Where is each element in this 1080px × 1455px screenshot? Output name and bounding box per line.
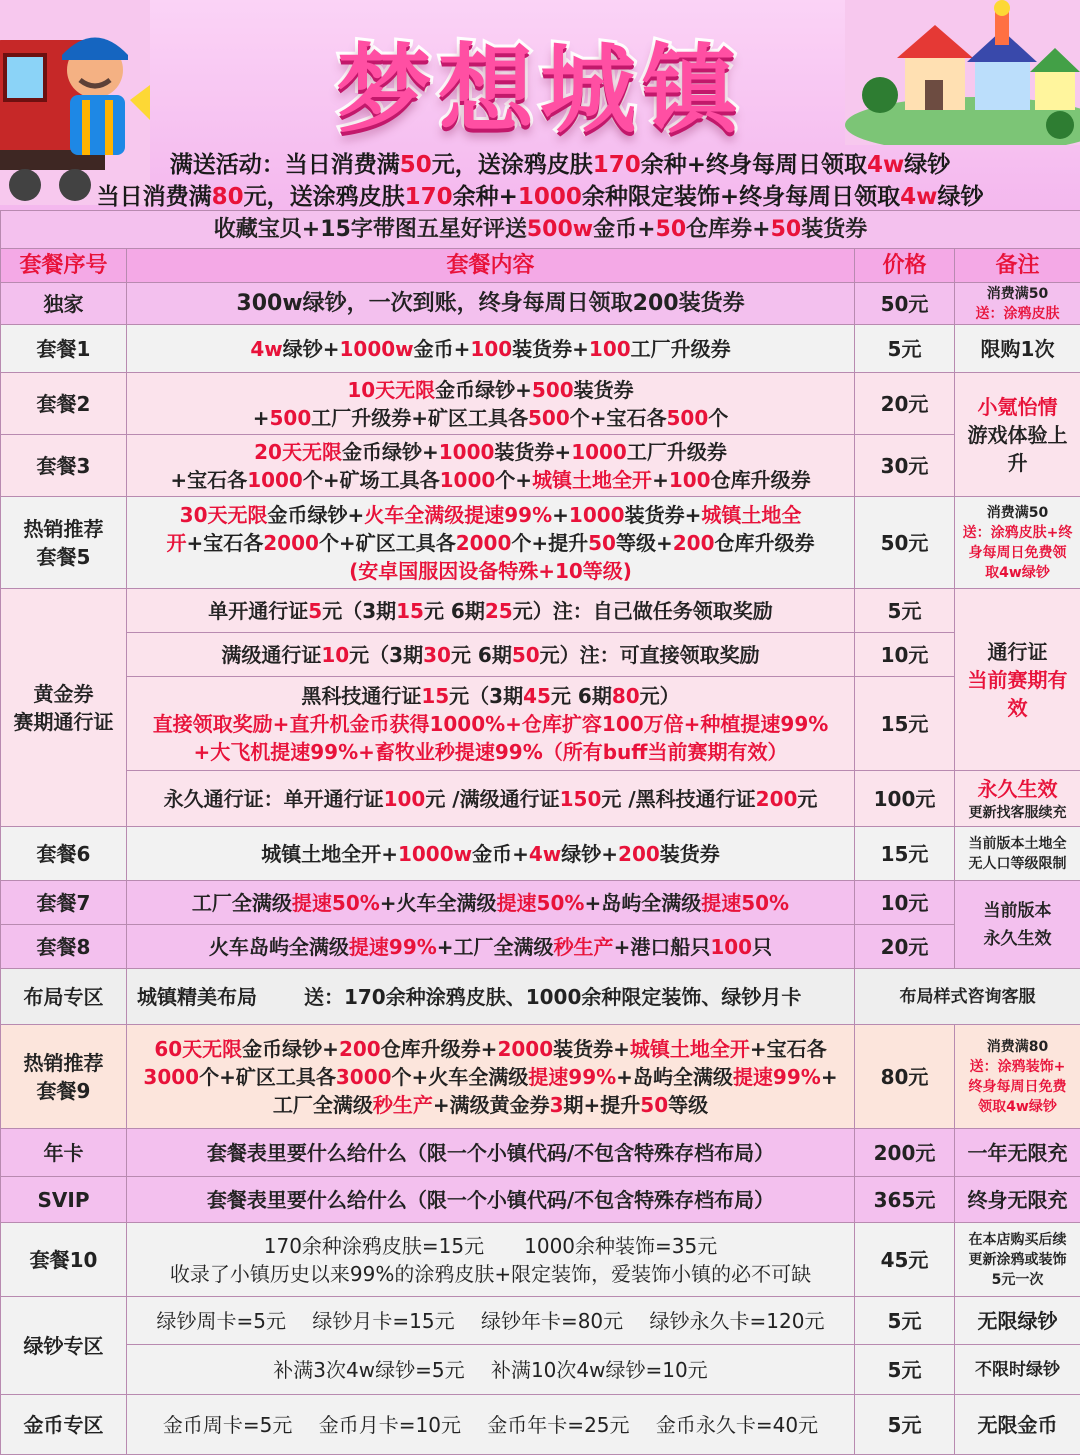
package-note: [955, 589, 1080, 771]
plain-text: +: [821, 1065, 838, 1089]
plain-text: 只: [752, 935, 772, 959]
highlight-text: 3000: [336, 1065, 392, 1089]
package-note: 无限金币: [955, 1395, 1080, 1455]
plain-text: 元: [797, 787, 817, 811]
highlight-text: 50: [400, 152, 432, 178]
package-id: 年卡: [1, 1129, 127, 1177]
note-line: 取4w绿钞: [959, 563, 1076, 583]
package-table: [0, 210, 1080, 1455]
content-line: [131, 1035, 850, 1063]
header: [0, 0, 1080, 210]
id-line: 热销推荐: [5, 1049, 122, 1077]
package-note: [955, 881, 1080, 969]
highlight-text: 3000: [143, 1065, 199, 1089]
note-line: 当前赛期有效: [959, 666, 1076, 722]
table-row: [1, 1395, 1080, 1455]
plain-text: 满送活动：当日消费满: [170, 152, 400, 178]
note-line: 在本店购买后续: [959, 1230, 1076, 1250]
highlight-text: 200: [673, 531, 715, 555]
plain-text: 余种限定装饰+终身每周日领取: [582, 184, 900, 210]
plain-text: 元）注：可直接领取奖励: [540, 643, 760, 667]
package-price: 5元: [855, 1345, 955, 1395]
promo-line-2: [0, 178, 1080, 210]
highlight-text: 500: [269, 406, 311, 430]
plain-text: 元）: [640, 684, 680, 708]
review-bonus-text: [1, 211, 1080, 249]
highlight-text: 1000: [571, 440, 627, 464]
highlight-text: 10: [321, 643, 349, 667]
package-content: [127, 881, 855, 925]
highlight-text: 4w: [529, 842, 561, 866]
id-line: 热销推荐: [5, 515, 122, 543]
plain-text: 金币绿钞+: [242, 1037, 339, 1061]
table-header: [1, 249, 1080, 283]
package-content: [127, 589, 855, 633]
note-line: 消费满80: [959, 1037, 1076, 1057]
package-note: 无限绿钞: [955, 1297, 1080, 1345]
package-content: 绿钞周卡=5元 绿钞月卡=15元 绿钞年卡=80元 绿钞永久卡=120元: [127, 1297, 855, 1345]
note-line: 永久生效: [959, 775, 1076, 803]
plain-text: +工厂全满级: [437, 935, 554, 959]
plain-text: 火车岛屿全满级: [209, 935, 349, 959]
package-id: 布局专区: [1, 969, 127, 1025]
column-id: 套餐序号: [1, 249, 127, 283]
plain-text: 元（3期: [449, 684, 523, 708]
package-id: 套餐10: [1, 1223, 127, 1297]
plain-text: 单开通行证: [208, 599, 308, 623]
note-line: 通行证: [959, 638, 1076, 666]
plain-text: +宝石各: [750, 1037, 827, 1061]
plain-text: 元 6期: [424, 599, 485, 623]
content-line: [131, 501, 850, 529]
plain-text: 个+: [495, 468, 532, 492]
plain-text: 个+矿场工具各: [303, 468, 440, 492]
highlight-text: 200: [756, 787, 798, 811]
review-bonus-row: [1, 211, 1080, 249]
note-line: 消费满50: [959, 503, 1076, 523]
package-note: 终身无限充: [955, 1177, 1080, 1223]
highlight-text: 城镇土地全开: [532, 468, 652, 492]
table-row: [1, 283, 1080, 325]
package-id: 套餐6: [1, 827, 127, 881]
table-row: [1, 677, 1080, 771]
table-row: [1, 827, 1080, 881]
content-line: 收录了小镇历史以来99%的涂鸦皮肤+限定装饰，爱装饰小镇的必不可缺: [131, 1260, 850, 1288]
highlight-text: 5: [308, 599, 322, 623]
package-content: [127, 1025, 855, 1129]
highlight-text: 1000: [439, 440, 495, 464]
content-line: [131, 466, 850, 494]
content-line: [131, 1091, 850, 1119]
plain-text: 金币+: [472, 842, 529, 866]
highlight-text: 4w: [867, 152, 904, 178]
id-line: 套餐9: [5, 1077, 122, 1105]
plain-text: 仓库升级券+: [381, 1037, 498, 1061]
highlight-text: 2000: [497, 1037, 553, 1061]
plain-text: +宝石各: [170, 468, 247, 492]
highlight-text: 3: [550, 1093, 564, 1117]
highlight-text: 1000: [247, 468, 303, 492]
package-price: 5元: [855, 1395, 955, 1455]
package-content: [127, 771, 855, 827]
package-content: 300w绿钞，一次到账，终身每周日领取200装货券: [127, 283, 855, 325]
package-content: [127, 373, 855, 435]
package-note: 一年无限充: [955, 1129, 1080, 1177]
highlight-text: 1000: [440, 468, 496, 492]
note-line: 当前版本: [959, 897, 1076, 925]
package-content: [127, 969, 855, 1025]
plain-text: 工厂升级券: [631, 337, 731, 361]
package-price: 10元: [855, 633, 955, 677]
column-note: 备注: [955, 249, 1080, 283]
plain-text: 仓库升级券: [715, 531, 815, 555]
note-line: 永久生效: [959, 925, 1076, 953]
highlight-text: 150: [560, 787, 602, 811]
package-note: [955, 771, 1080, 827]
plain-text: +港口船只: [614, 935, 711, 959]
plain-text: 个+矿区工具各: [199, 1065, 336, 1089]
package-price: 5元: [855, 325, 955, 373]
plain-text: 永久通行证：单开通行证: [164, 787, 384, 811]
highlight-text: 80: [612, 684, 640, 708]
plain-text: 金币绿钞+: [268, 503, 365, 527]
plain-text: +: [552, 503, 569, 527]
highlight-text: 开: [167, 531, 187, 555]
package-content: [127, 633, 855, 677]
highlight-text: 提速50%: [292, 891, 380, 915]
plain-text: 个+矿区工具各: [319, 531, 456, 555]
content-line: [131, 404, 850, 432]
package-content: 金币周卡=5元 金币月卡=10元 金币年卡=25元 金币永久卡=40元: [127, 1395, 855, 1455]
package-note: [955, 827, 1080, 881]
highlight-text: 提速99%: [528, 1065, 616, 1089]
highlight-text: 50: [656, 217, 687, 242]
package-price: 80元: [855, 1025, 955, 1129]
highlight-text: 提速50%: [497, 891, 585, 915]
table-row: [1, 497, 1080, 589]
plain-text: 工厂全满级: [273, 1093, 373, 1117]
table-row: [1, 325, 1080, 373]
plain-text: 黑科技通行证: [301, 684, 421, 708]
note-line: 小氪怡情: [959, 393, 1076, 421]
plain-text: 满级通行证: [221, 643, 321, 667]
package-id: 套餐8: [1, 925, 127, 969]
plain-text: 装货券+: [512, 337, 589, 361]
note-line: 送：涂鸦装饰+: [959, 1057, 1076, 1077]
note-line: 身每周日免费领: [959, 543, 1076, 563]
package-price: 100元: [855, 771, 955, 827]
highlight-text: 提速50%: [701, 891, 789, 915]
plain-text: 个+宝石各: [570, 406, 667, 430]
plain-text: 绿钞+: [561, 842, 618, 866]
table-row: [1, 1129, 1080, 1177]
highlight-text: 500w: [527, 217, 593, 242]
content-line: [131, 376, 850, 404]
package-price: 200元: [855, 1129, 955, 1177]
table-row: [1, 373, 1080, 435]
highlight-text: 1000: [518, 184, 582, 210]
note-line: 领取4w绿钞: [959, 1097, 1076, 1117]
note-line: 当前版本土地全: [959, 834, 1076, 854]
content-line: [131, 529, 850, 557]
highlight-text: 4w: [250, 337, 282, 361]
content-line: 直接领取奖励+直升机金币获得1000%+仓库扩容100万倍+种植提速99%: [131, 710, 850, 738]
highlight-text: 80: [212, 184, 244, 210]
highlight-text: 50: [771, 217, 802, 242]
table-row: [1, 589, 1080, 633]
highlight-text: 200: [618, 842, 660, 866]
highlight-text: 170: [405, 184, 453, 210]
highlight-text: 1000: [569, 503, 625, 527]
package-id: [1, 589, 127, 827]
package-note: [955, 1223, 1080, 1297]
highlight-text: 2000: [456, 531, 512, 555]
highlight-text: 100: [710, 935, 752, 959]
plain-text: 个+提升: [511, 531, 588, 555]
package-id: 套餐1: [1, 325, 127, 373]
package-id: 独家: [1, 283, 127, 325]
package-id: 绿钞专区: [1, 1297, 127, 1395]
highlight-text: 20天无限: [254, 440, 342, 464]
note-line: 送：涂鸦皮肤: [959, 304, 1076, 324]
package-note: 限购1次: [955, 325, 1080, 373]
plain-text: 工厂升级券: [627, 440, 727, 464]
plain-text: 元 /满级通行证: [425, 787, 559, 811]
plain-text: 元（3期: [322, 599, 396, 623]
plain-text: 收藏宝贝+15字带图五星好评送: [214, 217, 527, 242]
package-id: 套餐3: [1, 435, 127, 497]
package-price: 10元: [855, 881, 955, 925]
plain-text: +: [652, 468, 669, 492]
package-price: 365元: [855, 1177, 955, 1223]
plain-text: 仓库券+: [686, 217, 770, 242]
column-content: 套餐内容: [127, 249, 855, 283]
note-line: 更新找客服续充: [959, 803, 1076, 823]
highlight-text: 170: [593, 152, 641, 178]
plain-text: 元，送涂鸦皮肤: [432, 152, 593, 178]
plain-text: 余种+: [453, 184, 518, 210]
plain-text: 装货券: [660, 842, 720, 866]
content-line: (安卓国服因设备特殊+10等级): [131, 557, 850, 585]
page-title: 梦想城镇: [300, 14, 780, 151]
note-line: 更新涂鸦或装饰: [959, 1250, 1076, 1270]
plain-text: 元（3期: [349, 643, 423, 667]
package-id: [1, 497, 127, 589]
note-line: 消费满50: [959, 284, 1076, 304]
package-price: 5元: [855, 1297, 955, 1345]
highlight-text: 2000: [263, 531, 319, 555]
table-row: [1, 881, 1080, 925]
plain-text: 绿钞: [904, 152, 950, 178]
package-note: [955, 373, 1080, 497]
town-illustration: [845, 0, 1080, 145]
highlight-text: 25: [485, 599, 513, 623]
highlight-text: 200: [339, 1037, 381, 1061]
table-row: [1, 1297, 1080, 1345]
layout-gift: 送：170余种涂鸦皮肤、1000余种限定装饰、绿钞月卡: [304, 985, 801, 1009]
highlight-text: 50: [588, 531, 616, 555]
package-price: 30元: [855, 435, 955, 497]
highlight-text: 100: [470, 337, 512, 361]
plain-text: 等级+: [616, 531, 673, 555]
table-row: [1, 1177, 1080, 1223]
plain-text: 元 /黑科技通行证: [601, 787, 755, 811]
plain-text: 等级: [668, 1093, 708, 1117]
highlight-text: 50: [512, 643, 540, 667]
plain-text: 元 6期: [551, 684, 612, 708]
note-line: 5元一次: [959, 1270, 1076, 1290]
package-content: 套餐表里要什么给什么（限一个小镇代码/不包含特殊存档布局）: [127, 1177, 855, 1223]
package-content: [127, 435, 855, 497]
plain-text: 元，送涂鸦皮肤: [244, 184, 405, 210]
table-row: [1, 1025, 1080, 1129]
package-content: [127, 827, 855, 881]
highlight-text: 30天无限: [180, 503, 268, 527]
plain-text: +宝石各: [187, 531, 264, 555]
id-line: 套餐5: [5, 543, 122, 571]
layout-title: 城镇精美布局: [137, 985, 257, 1009]
plain-text: +岛屿全满级: [616, 1065, 733, 1089]
package-price: 15元: [855, 827, 955, 881]
highlight-text: 100: [384, 787, 426, 811]
content-line: +大飞机提速99%+畜牧业秒提速99%（所有buff当前赛期有效）: [131, 738, 850, 766]
package-price: 20元: [855, 925, 955, 969]
content-line: [131, 438, 850, 466]
package-price: 20元: [855, 373, 955, 435]
id-line: 赛期通行证: [5, 708, 122, 736]
plain-text: +岛屿全满级: [584, 891, 701, 915]
package-id: SVIP: [1, 1177, 127, 1223]
note-line: 无人口等级限制: [959, 854, 1076, 874]
plain-text: 金币绿钞+: [342, 440, 439, 464]
highlight-text: 50: [640, 1093, 668, 1117]
plain-text: 装货券: [574, 378, 634, 402]
note-line: 终身每周日免费: [959, 1077, 1076, 1097]
plain-text: 个: [708, 406, 728, 430]
highlight-text: 提速99%: [733, 1065, 821, 1089]
plain-text: 当日消费满: [97, 184, 212, 210]
package-price: 15元: [855, 677, 955, 771]
highlight-text: 100: [669, 468, 711, 492]
highlight-text: 500: [667, 406, 709, 430]
package-note: [955, 497, 1080, 589]
table-row: [1, 1223, 1080, 1297]
package-price: 45元: [855, 1223, 955, 1297]
plain-text: 工厂全满级: [192, 891, 292, 915]
package-note: [955, 283, 1080, 325]
plain-text: 元）注：自己做任务领取奖励: [513, 599, 773, 623]
highlight-text: 秒生产: [373, 1093, 433, 1117]
highlight-text: 100: [589, 337, 631, 361]
table-row: [1, 633, 1080, 677]
table-row: [1, 925, 1080, 969]
plain-text: 工厂升级券+矿区工具各: [311, 406, 528, 430]
table-row: [1, 435, 1080, 497]
column-price: 价格: [855, 249, 955, 283]
table-row: [1, 1345, 1080, 1395]
package-content: [127, 325, 855, 373]
content-line: [131, 682, 850, 710]
highlight-text: 1000w: [340, 337, 414, 361]
highlight-text: 提速99%: [349, 935, 437, 959]
content-line: [131, 1063, 850, 1091]
table-row: [1, 771, 1080, 827]
plain-text: +火车全满级: [380, 891, 497, 915]
highlight-text: 火车全满级提速99%: [364, 503, 552, 527]
plain-text: 绿钞: [937, 184, 983, 210]
plain-text: +满级黄金券: [433, 1093, 550, 1117]
plain-text: 金币+: [414, 337, 471, 361]
package-id: 套餐7: [1, 881, 127, 925]
plain-text: 期+提升: [564, 1093, 641, 1117]
plain-text: 元 6期: [451, 643, 512, 667]
package-id: [1, 1025, 127, 1129]
package-note: 布局样式咨询客服: [855, 969, 1080, 1025]
plain-text: 金币+: [593, 217, 655, 242]
plain-text: +: [253, 406, 270, 430]
plain-text: 个+火车全满级: [392, 1065, 529, 1089]
package-id: 套餐2: [1, 373, 127, 435]
highlight-text: 15: [421, 684, 449, 708]
plain-text: 装货券+: [625, 503, 702, 527]
highlight-text: 1000w: [398, 842, 472, 866]
highlight-text: 500: [528, 406, 570, 430]
plain-text: 金币绿钞+: [435, 378, 532, 402]
package-content: [127, 925, 855, 969]
promo-line-1: [0, 146, 1080, 179]
plain-text: 装货券+: [494, 440, 571, 464]
plain-text: 仓库升级券: [711, 468, 811, 492]
plain-text: 装货券: [801, 217, 867, 242]
package-content: 补满3次4w绿钞=5元 补满10次4w绿钞=10元: [127, 1345, 855, 1395]
highlight-text: 10天无限: [347, 378, 435, 402]
id-line: 黄金券: [5, 680, 122, 708]
package-note: [955, 1025, 1080, 1129]
package-content: [127, 497, 855, 589]
highlight-text: 500: [532, 378, 574, 402]
highlight-text: 30: [423, 643, 451, 667]
highlight-text: 城镇土地全开: [630, 1037, 750, 1061]
package-content: 套餐表里要什么给什么（限一个小镇代码/不包含特殊存档布局）: [127, 1129, 855, 1177]
package-price: 5元: [855, 589, 955, 633]
plain-text: 装货券+: [553, 1037, 630, 1061]
package-note: 不限时绿钞: [955, 1345, 1080, 1395]
package-price: 50元: [855, 497, 955, 589]
highlight-text: 4w: [900, 184, 937, 210]
note-line: 游戏体验上升: [959, 421, 1076, 477]
package-price: 50元: [855, 283, 955, 325]
package-id: 金币专区: [1, 1395, 127, 1455]
highlight-text: 15: [396, 599, 424, 623]
content-line: 170余种涂鸦皮肤=15元 1000余种装饰=35元: [131, 1232, 850, 1260]
highlight-text: 60天无限: [154, 1037, 242, 1061]
package-content: [127, 1223, 855, 1297]
plain-text: 城镇土地全开+: [261, 842, 398, 866]
note-line: 送：涂鸦皮肤+终: [959, 523, 1076, 543]
plain-text: 绿钞+: [283, 337, 340, 361]
package-content: [127, 677, 855, 771]
highlight-text: 秒生产: [554, 935, 614, 959]
highlight-text: 45: [523, 684, 551, 708]
plain-text: 余种+终身每周日领取: [641, 152, 867, 178]
table-row: [1, 969, 1080, 1025]
highlight-text: 城镇土地全: [701, 503, 801, 527]
